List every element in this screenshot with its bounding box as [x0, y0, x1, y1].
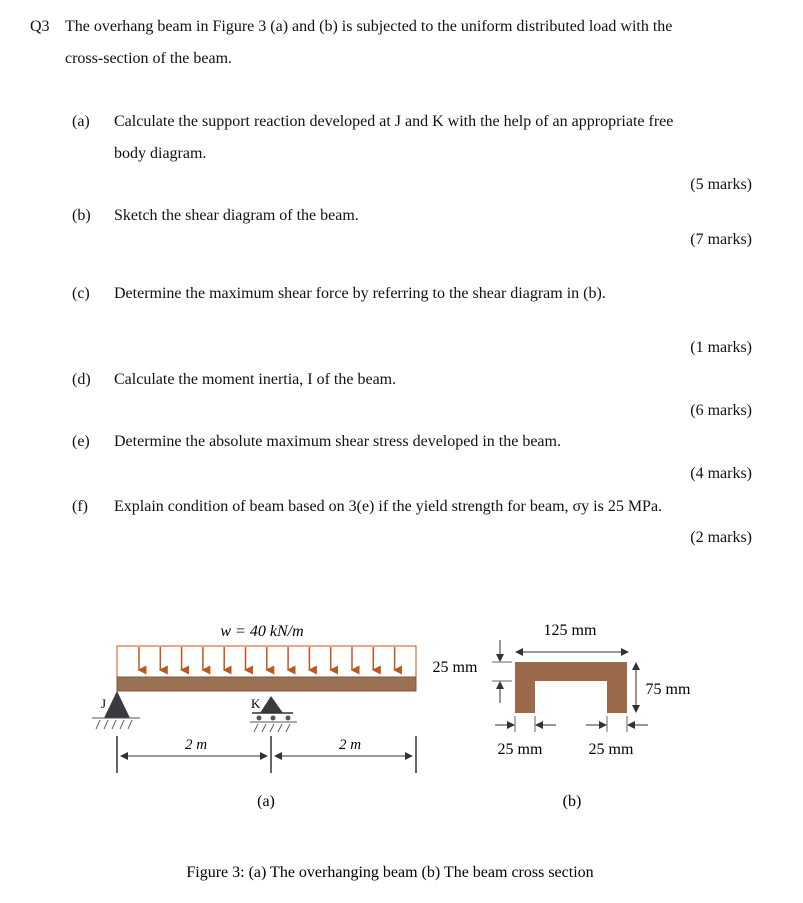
part-a-marks: (5 marks) — [690, 176, 752, 193]
part-d-text: Calculate the moment inertia, I of the beam. — [114, 371, 397, 388]
question-text-2: cross-section of the beam. — [65, 50, 233, 67]
part-e-text: Determine the absolute maximum shear stress developed in the beam. — [114, 433, 561, 450]
part-b-label: (b) — [72, 207, 91, 224]
figure-caption: Figure 3: (a) The overhanging beam (b) The beam cross section — [186, 864, 594, 881]
web-right-label: 25 mm — [588, 741, 634, 758]
part-c-marks: (1 marks) — [690, 339, 752, 356]
ground-hatch-j — [96, 720, 132, 729]
part-b-text: Sketch the shear diagram of the beam. — [114, 207, 359, 224]
part-e-label: (e) — [72, 433, 90, 450]
load-arrows — [139, 647, 395, 670]
support-j-label: J — [101, 696, 107, 711]
ground-hatch-k — [254, 724, 290, 732]
support-k-label: K — [251, 696, 261, 711]
question-number: Q3 — [30, 18, 50, 35]
question-text: The overhang beam in Figure 3 (a) and (b) is subjected to the uniform distributed load with the — [65, 18, 673, 35]
part-c-label: (c) — [72, 285, 90, 302]
part-a-label: (a) — [72, 113, 90, 130]
subfigure-b-label: (b) — [562, 793, 582, 810]
subfigure-a-label: (a) — [257, 793, 275, 810]
span1-label: 2 m — [184, 737, 208, 753]
part-f-label: (f) — [72, 498, 88, 515]
part-b-marks: (7 marks) — [690, 231, 752, 248]
flange-label: 25 mm — [432, 659, 478, 676]
part-f-text: Explain condition of beam based on 3(e) if the yield strength for beam, σy is 25 MPa. — [114, 498, 663, 515]
part-c-text: Determine the maximum shear force by referring to the shear diagram in (b). — [114, 285, 606, 302]
pin-support-j — [104, 691, 130, 718]
part-a-text: Calculate the support reaction developed at J and K with the help of an appropriate free — [114, 113, 674, 130]
web-left-label: 25 mm — [497, 741, 543, 758]
part-d-label: (d) — [72, 371, 91, 388]
cross-section — [515, 662, 627, 713]
width-label: 125 mm — [543, 622, 597, 639]
part-f-marks: (2 marks) — [690, 529, 752, 546]
span2-label: 2 m — [338, 737, 362, 753]
part-d-marks: (6 marks) — [690, 402, 752, 419]
roller-support-k — [260, 696, 283, 713]
part-a-text-2: body diagram. — [114, 145, 207, 162]
beam — [117, 677, 416, 691]
height-label: 75 mm — [645, 681, 691, 698]
load-label: w = 40 kN/m — [220, 623, 304, 640]
part-e-marks: (4 marks) — [690, 465, 752, 482]
